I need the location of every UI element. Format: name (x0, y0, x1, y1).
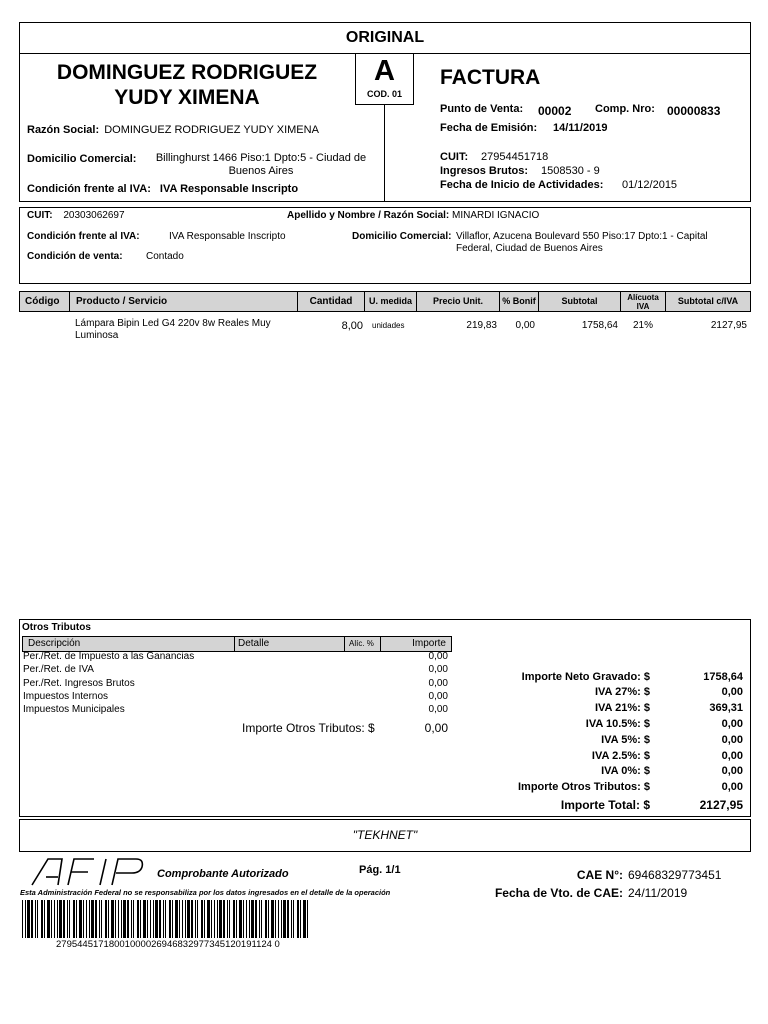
barcode-bar (275, 900, 276, 938)
barcode-bar (169, 900, 171, 938)
tributo-desc-2: Per./Ret. Ingresos Brutos (23, 678, 135, 689)
barcode-bar (111, 900, 114, 938)
tributo-importe-3: 0,00 (428, 691, 448, 702)
barcode-number: 27954451718001000026946832977345120191124 0 (56, 939, 280, 950)
otros-tributos-title: Otros Tributos (22, 622, 91, 633)
total-iva21-label: IVA 21%: $ (594, 702, 650, 714)
cuit-label: CUIT: (440, 151, 469, 163)
ib-value: 1508530 - 9 (541, 165, 600, 177)
barcode-bar (44, 900, 45, 938)
barcode-bar (127, 900, 129, 938)
barcode-bar (219, 900, 222, 938)
tributo-desc-4: Impuestos Municipales (23, 704, 125, 715)
client-iva-label: Condición frente al IVA: (27, 231, 140, 242)
tributo-desc-0: Per./Ret. de Impuesto a las Ganancias (23, 651, 195, 662)
client-cuit-label: CUIT: (27, 210, 53, 221)
total-iva5-value: 0,00 (721, 734, 743, 746)
barcode-bar (37, 900, 38, 938)
client-cuit-value: 20303062697 (63, 210, 125, 221)
client-venta-value: Contado (146, 251, 184, 262)
inicio-value: 01/12/2015 (622, 179, 678, 191)
th-codigo-text: Código (25, 296, 60, 307)
barcode-bar (281, 900, 282, 938)
issuer-iva-label: Condición frente al IVA: (27, 183, 151, 195)
barcode-bar (121, 900, 122, 938)
total-iva5-label: IVA 5%: $ (601, 734, 650, 746)
total-iva21-value: 369,31 (709, 702, 743, 714)
total-importe-label: Importe Total: $ (560, 798, 650, 812)
issuer-iva-value: IVA Responsable Inscripto (159, 183, 299, 195)
barcode-bar (268, 900, 269, 938)
comprobante-autorizado: Comprobante Autorizado (157, 868, 289, 880)
barcode-bar (278, 900, 279, 938)
total-importe-value: 2127,95 (699, 798, 743, 812)
barcode-bar (73, 900, 75, 938)
barcode-bar (118, 900, 119, 938)
barcode-bar (89, 900, 90, 938)
barcode-bar (211, 900, 212, 938)
barcode-bar (236, 900, 237, 938)
th-subtotal (538, 291, 621, 312)
th-subtotal-iva (665, 291, 751, 312)
barcode-bar (307, 900, 308, 938)
client-name (287, 210, 539, 221)
barcode-bar (115, 900, 116, 938)
barcode-bar (79, 900, 82, 938)
observaciones-box (19, 819, 751, 852)
barcode-bar (165, 900, 166, 938)
th-umedida (364, 291, 417, 312)
barcode-bar (293, 900, 294, 938)
th-bonif (499, 291, 539, 312)
barcode-bar (51, 900, 52, 938)
item-cantidad: 8,00 (341, 320, 363, 332)
barcode-bar (143, 900, 146, 938)
fecha-value: 14/11/2019 (553, 122, 608, 134)
barcode-bar (101, 900, 102, 938)
barcode-bar (255, 900, 257, 938)
domicilio-label: Domicilio Comercial: (27, 153, 137, 165)
barcode-bar (175, 900, 178, 938)
th-alicuota-text-1: Alícuota (627, 292, 659, 302)
issuer-razon (27, 124, 319, 136)
barcode-bar (249, 900, 250, 938)
razon-label: Razón Social: (27, 124, 100, 136)
barcode-bar (239, 900, 242, 938)
barcode-bar (69, 900, 70, 938)
page-number: Pág. 1/1 (359, 864, 401, 876)
barcode-bar (182, 900, 183, 938)
client-venta-label: Condición de venta: (27, 251, 123, 262)
vto-label: Fecha de Vto. de CAE: (494, 886, 623, 900)
copy-label: ORIGINAL (345, 29, 425, 46)
barcode-bar (251, 900, 254, 938)
item-bonif: 0,00 (515, 320, 535, 331)
barcode-bar (137, 900, 139, 938)
barcode-bar (131, 900, 132, 938)
th-umedida-text: U. medida (368, 296, 412, 306)
tributos-total-label: Importe Otros Tributos: $ (242, 721, 375, 735)
barcode-bar (201, 900, 203, 938)
barcode-bar (283, 900, 286, 938)
item-subtotal: 1758,64 (581, 320, 618, 331)
barcode-bar (204, 900, 205, 938)
barcode-bar (35, 900, 36, 938)
barcode-bar (246, 900, 247, 938)
barcode-bar (105, 900, 107, 938)
barcode-bar (155, 900, 158, 938)
barcode-bar (91, 900, 94, 938)
total-otros-label: Importe Otros Tributos: $ (517, 781, 650, 793)
barcode-bar (185, 900, 186, 938)
th-producto-text: Producto / Servicio (76, 296, 168, 307)
barcode-bar (57, 900, 58, 938)
barcode-bar (83, 900, 84, 938)
barcode (22, 900, 312, 938)
barcode-bar (140, 900, 141, 938)
barcode-bar (229, 900, 230, 938)
cae-value: 69468329773451 (628, 868, 722, 882)
barcode-bar (197, 900, 198, 938)
tributos-header-sep-2 (344, 636, 345, 652)
issuer-name-1: DOMINGUEZ RODRIGUEZ (56, 61, 318, 84)
barcode-bar (195, 900, 196, 938)
barcode-bar (95, 900, 97, 938)
barcode-bar (159, 900, 161, 938)
total-iva105-label: IVA 10.5%: $ (585, 718, 650, 730)
barcode-bar (27, 900, 30, 938)
barcode-bar (163, 900, 164, 938)
comp-value: 00000833 (667, 104, 721, 118)
barcode-bar (76, 900, 77, 938)
cuit-value: 27954451718 (481, 151, 549, 163)
barcode-bar (25, 900, 26, 938)
tributo-importe-4: 0,00 (428, 704, 448, 715)
tributos-h-descripcion: Descripción (28, 638, 81, 649)
tributos-total-value: 0,00 (424, 721, 448, 735)
client-name-value: MINARDI IGNACIO (452, 210, 540, 221)
th-alicuota (620, 291, 666, 312)
total-neto-label: Importe Neto Gravado: $ (521, 671, 650, 683)
barcode-bar (172, 900, 173, 938)
barcode-bar (265, 900, 267, 938)
inicio-label: Fecha de Inicio de Actividades: (440, 179, 604, 191)
th-producto (69, 291, 298, 312)
doc-code: COD. 01 (366, 89, 402, 99)
barcode-bar (243, 900, 244, 938)
client-dom-line2: Federal, Ciudad de Buenos Aires (456, 243, 603, 254)
total-iva25-label: IVA 2.5%: $ (591, 750, 650, 762)
total-neto-value: 1758,64 (703, 671, 743, 683)
tributo-desc-1: Per./Ret. de IVA (23, 664, 94, 675)
th-subtotal-text: Subtotal (561, 296, 598, 306)
barcode-bar (300, 900, 301, 938)
tributo-importe-0: 0,00 (428, 651, 448, 662)
tributos-h-detalle: Detalle (238, 638, 270, 649)
ib-label: Ingresos Brutos: (440, 165, 529, 177)
header-divider (384, 104, 385, 202)
domicilio-line1: Billinghurst 1466 Piso:1 Dpto:5 - Ciudad de (155, 152, 367, 164)
punto-value: 00002 (538, 104, 572, 118)
client-cuit (27, 210, 125, 221)
total-iva25-value: 0,00 (721, 750, 743, 762)
doc-letter: A (374, 55, 395, 87)
cae-label: CAE N°: (576, 868, 623, 882)
item-precio: 219,83 (466, 320, 497, 331)
barcode-bar (47, 900, 50, 938)
barcode-bar (150, 900, 151, 938)
barcode-bar (217, 900, 218, 938)
barcode-bar (59, 900, 62, 938)
item-umedida: unidades (372, 321, 405, 330)
barcode-bar (22, 900, 23, 938)
barcode-bar (227, 900, 228, 938)
th-codigo (19, 291, 70, 312)
barcode-bar (271, 900, 274, 938)
barcode-bar (303, 900, 306, 938)
barcode-bar (99, 900, 100, 938)
total-iva0-label: IVA 0%: $ (601, 765, 650, 777)
total-iva0-value: 0,00 (721, 765, 743, 777)
barcode-bar (214, 900, 215, 938)
punto-label: Punto de Venta: (440, 103, 524, 115)
tributo-desc-3: Impuestos Internos (23, 691, 109, 702)
tributo-importe-1: 0,00 (428, 664, 448, 675)
barcode-bar (31, 900, 33, 938)
th-bonif-text: % Bonif (502, 296, 536, 306)
total-iva27-value: 0,00 (721, 686, 743, 698)
total-otros-value: 0,00 (721, 781, 743, 793)
barcode-bar (86, 900, 87, 938)
issuer-iva (27, 183, 298, 195)
barcode-bar (287, 900, 289, 938)
item-producto-2: Luminosa (75, 330, 119, 341)
barcode-bar (179, 900, 180, 938)
barcode-bar (108, 900, 109, 938)
client-iva-value: IVA Responsable Inscripto (169, 231, 286, 242)
client-dom-label: Domicilio Comercial: (352, 231, 452, 242)
th-alicuota-text-2: IVA (636, 301, 650, 311)
barcode-bar (63, 900, 65, 938)
barcode-bar (259, 900, 260, 938)
barcode-bar (187, 900, 190, 938)
barcode-bar (67, 900, 68, 938)
barcode-bar (191, 900, 193, 938)
tributo-importe-2: 0,00 (428, 678, 448, 689)
barcode-bar (233, 900, 235, 938)
th-cantidad (297, 291, 365, 312)
total-iva105-value: 0,00 (721, 718, 743, 730)
barcode-bar (147, 900, 148, 938)
barcode-bar (123, 900, 126, 938)
tributos-h-alic: Alíc. % (349, 639, 374, 648)
afip-logo (28, 857, 146, 887)
barcode-bar (54, 900, 55, 938)
copy-header (19, 22, 751, 54)
th-precio (416, 291, 500, 312)
total-iva27-label: IVA 27%: $ (594, 686, 650, 698)
doc-type-box (355, 53, 414, 105)
fecha-label: Fecha de Emisión: (440, 122, 538, 134)
disclaimer: Esta Administración Federal no se responsabiliza por los datos ingresados en el detalle de la operación (20, 888, 391, 897)
invoice-title: FACTURA (440, 66, 541, 89)
tributos-header-sep-3 (380, 636, 381, 652)
tributos-header-sep-1 (234, 636, 235, 652)
th-precio-text: Precio Unit. (432, 296, 483, 306)
razon-value: DOMINGUEZ RODRIGUEZ YUDY XIMENA (104, 124, 319, 136)
vto-value: 24/11/2019 (628, 886, 688, 900)
item-alicuota: 21% (633, 320, 654, 331)
barcode-bar (291, 900, 292, 938)
client-name-label: Apellido y Nombre / Razón Social: (287, 210, 450, 221)
barcode-bar (223, 900, 225, 938)
barcode-bar (133, 900, 134, 938)
item-subtotal-iva: 2127,95 (710, 320, 747, 331)
item-producto-1: Lámpara Bipin Led G4 220v 8w Reales Muy (75, 318, 271, 329)
barcode-bar (207, 900, 210, 938)
barcode-bar (261, 900, 262, 938)
observaciones-text: "TEKHNET" (352, 828, 418, 842)
barcode-bar (41, 900, 43, 938)
barcode-bar (297, 900, 299, 938)
barcode-bar (153, 900, 154, 938)
client-dom-line1: Villaflor, Azucena Boulevard 550 Piso:17 Dpto:1 - Capital (456, 231, 708, 242)
comp-label: Comp. Nro: (595, 103, 655, 115)
issuer-name-2: YUDY XIMENA (114, 86, 260, 109)
th-subtotal-iva-text: Subtotal c/IVA (677, 296, 739, 306)
tributos-h-importe: Importe (412, 638, 446, 649)
th-cantidad-text: Cantidad (309, 296, 353, 307)
domicilio-line2: Buenos Aires (228, 165, 294, 177)
